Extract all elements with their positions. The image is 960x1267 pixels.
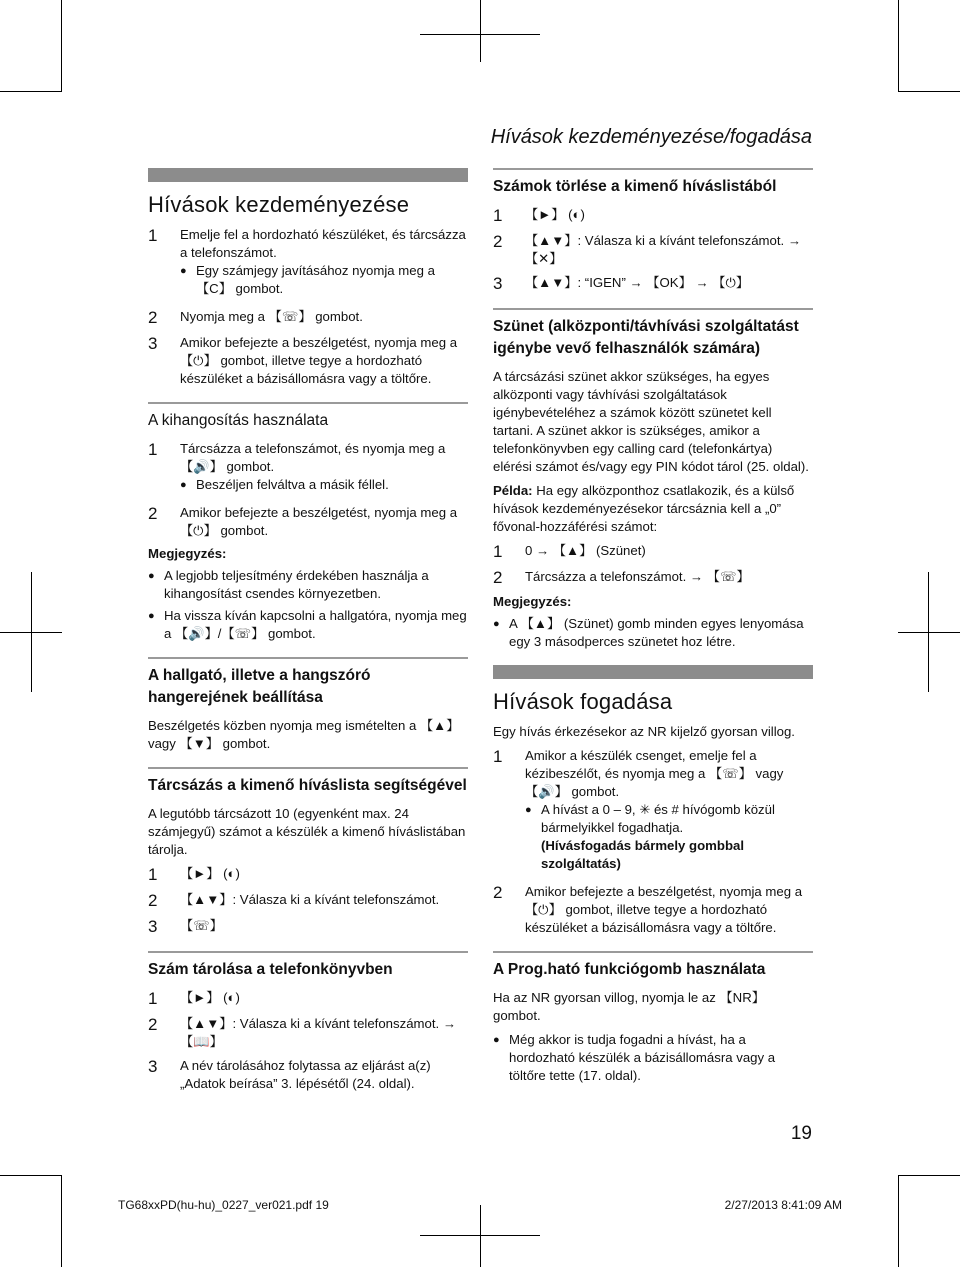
bullet-dot-icon: ● <box>180 265 187 277</box>
step-text: 【▲▼】: “IGEN” → 【OK】 → 【⏻】 <box>525 275 750 290</box>
subsection-title: Szám tárolása a telefonkönyvben <box>148 961 393 978</box>
bullet-dot-icon: ● <box>525 804 532 816</box>
footer-right: 2/27/2013 8:41:09 AM <box>724 1198 842 1212</box>
subsection-title: Tárcsázás a kimenő híváslista segítségével <box>148 777 467 794</box>
crop-mark <box>61 1175 62 1267</box>
crop-mark <box>898 1175 899 1267</box>
note-title: Megjegyzés: <box>148 546 227 561</box>
section-bar <box>148 168 468 182</box>
subsection-title: Számok törlése a kimenő híváslistából <box>493 178 777 195</box>
note-item <box>148 607 468 643</box>
section-rule <box>493 951 813 953</box>
crop-mark <box>420 1235 540 1236</box>
step-item <box>148 504 468 540</box>
step-text: Emelje fel a hordozható készüléket, és tárcsázza a telefonszámot. <box>180 227 466 260</box>
subsection-title: A hallgató, illetve a hangszóró hangerejének beállítása <box>148 667 371 706</box>
subsection-title: A Prog.ható funkciógomb használata <box>493 961 766 978</box>
step-item <box>493 747 813 877</box>
crop-mark <box>480 1205 481 1267</box>
bullet-text: Beszéljen felváltva a másik féllel. <box>196 477 389 492</box>
crop-mark <box>0 91 62 92</box>
step-item <box>148 334 468 388</box>
example-text: Ha egy alközponthoz csatlakozik, és a külső hívások kezdeményezésekor tárcsáznia kell a „0” fővonal-hozzáférési számot: <box>493 483 795 534</box>
bullet-dot-icon: ● <box>180 479 187 491</box>
step-text: 【▲▼】: Válasza ki a kívánt telefonszámot. <box>180 892 440 907</box>
bullet-item <box>180 476 468 494</box>
step-text: Nyomja meg a 【☏】 gombot. <box>180 309 363 324</box>
step-number: 2 <box>148 504 158 523</box>
bullet-dot-icon: ● <box>493 1034 500 1046</box>
step-number: 3 <box>148 334 158 353</box>
step-item <box>148 891 468 911</box>
note-text: A 【▲】 (Szünet) gomb minden egyes lenyomása egy 3 másodperces szünetet hoz létre. <box>509 616 804 649</box>
crop-mark <box>0 632 62 633</box>
step-number: 2 <box>148 1015 158 1034</box>
step-number: 2 <box>148 891 158 910</box>
step-text: A név tárolásához folytassa az eljárást a(z) „Adatok beírása” 3. lépésétől (24. oldal). <box>180 1058 431 1091</box>
step-number: 2 <box>493 883 503 902</box>
step-number: 2 <box>493 232 503 251</box>
note-item <box>148 567 468 603</box>
subsection-title: A kihangosítás használata <box>148 412 329 429</box>
bullet-text: Még akkor is tudja fogadni a hívást, ha a hordozható készülék a bázisállomásra vagy a töltőre tette (17. oldal). <box>509 1032 776 1083</box>
step-text: Tárcsázza a telefonszámot, és nyomja meg a 【🔊】 gombot. <box>180 441 446 474</box>
step-number: 1 <box>493 747 503 766</box>
section-rule <box>148 767 468 769</box>
section-rule <box>148 951 468 953</box>
section-bar <box>493 665 813 679</box>
bullet-dot-icon: ● <box>493 618 500 630</box>
bullet-bold-text: (Hívásfogadás bármely gombbal szolgáltatás) <box>541 838 744 871</box>
page-header-title: Hívások kezdeményezése/fogadása <box>490 126 812 148</box>
step-number: 1 <box>148 865 158 884</box>
step-item <box>493 206 813 226</box>
step-text: 【▲▼】: Válasza ki a kívánt telefonszámot. → 【📖】 <box>180 1016 457 1049</box>
note-text: Ha vissza kíván kapcsolni a hallgatóra, nyomja meg a 【🔊】/【☏】 gombot. <box>164 608 467 641</box>
step-number: 2 <box>493 568 503 587</box>
step-item <box>148 1015 468 1051</box>
step-item <box>148 440 468 498</box>
step-number: 2 <box>148 308 158 327</box>
note-item <box>493 615 813 651</box>
crop-mark <box>898 0 899 92</box>
step-text: 【▲▼】: Válasza ki a kívánt telefonszámot. → 【✕】 <box>525 233 802 266</box>
step-item <box>148 865 468 885</box>
step-number: 1 <box>148 226 158 245</box>
left-column <box>148 168 468 1099</box>
step-text: Tárcsázza a telefonszámot. → 【☏】 <box>525 569 750 584</box>
note-text: A legjobb teljesítmény érdekében használja a kihangosítást csendes környezetben. <box>164 568 429 601</box>
step-text: Amikor befejezte a beszélgetést, nyomja meg a 【⏻】 gombot. <box>180 505 458 538</box>
step-number: 1 <box>148 989 158 1008</box>
step-item <box>493 883 813 937</box>
bullet-item <box>493 1031 813 1085</box>
step-text: Amikor befejezte a beszélgetést, nyomja meg a 【⏻】 gombot, illetve tegye a hordozható készüléket a bázisállomásra vagy a töltőre. <box>525 884 803 935</box>
bullet-item <box>180 262 468 298</box>
paragraph: Ha az NR gyorsan villog, nyomja le az 【NR】 gombot. <box>493 990 765 1023</box>
paragraph: A tárcsázási szünet akkor szükséges, ha egyes alközponti vagy távhívási szolgáltatások igénybevételéhez a számok között szünetet kell tartani. A szünet akkor is szükséges, amikor a telefonkönyvben egy calling card (telefonkártya) elérési számot és/vagy egy PIN kódot tárol (25. oldal). <box>493 369 809 474</box>
bullet-text: A hívást a 0 – 9, ✳ és # hívógomb közül bármelyikkel fogadhatja. <box>541 802 775 835</box>
crop-mark <box>898 632 960 633</box>
paragraph: Beszélgetés közben nyomja meg ismételten a 【▲】 vagy 【▼】 gombot. <box>148 718 460 751</box>
step-text: Amikor befejezte a beszélgetést, nyomja meg a 【⏻】 gombot, illetve tegye a hordozható készüléket a bázisállomásra vagy a töltőre. <box>180 335 458 386</box>
paragraph: Egy hívás érkezésekor az NR kijelző gyorsan villog. <box>493 724 795 739</box>
footer-left: TG68xxPD(hu-hu)_0227_ver021.pdf 19 <box>118 1198 329 1212</box>
step-text: 0 → 【▲】 (Szünet) <box>525 543 646 558</box>
step-text: 【►】 (◐) <box>180 866 240 881</box>
section-rule <box>493 168 813 170</box>
section-title: Hívások kezdeményezése <box>148 192 410 217</box>
crop-mark <box>61 0 62 92</box>
crop-mark <box>0 1175 62 1176</box>
step-text: 【►】 (◐) <box>525 207 585 222</box>
bullet-dot-icon: ● <box>148 610 155 622</box>
example-label: Példa: <box>493 483 533 498</box>
step-text: Amikor a készülék csenget, emelje fel a kézibeszélőt, és nyomja meg a 【☏】 vagy 【🔊】 gombot. <box>525 748 784 799</box>
step-item <box>148 1057 468 1093</box>
step-number: 3 <box>148 917 158 936</box>
step-item <box>148 989 468 1009</box>
section-rule <box>148 402 468 404</box>
bullet-item <box>525 801 813 873</box>
step-item <box>493 542 813 562</box>
crop-mark <box>480 0 481 62</box>
step-item <box>148 917 468 937</box>
step-number: 1 <box>493 206 503 225</box>
section-rule <box>148 657 468 659</box>
step-number: 1 <box>148 440 158 459</box>
note-title: Megjegyzés: <box>493 594 572 609</box>
page-number: 19 <box>790 1123 812 1144</box>
subsection-title: Szünet (alközponti/távhívási szolgáltatást igénybe vevő felhasználók számára) <box>493 318 799 357</box>
step-item <box>493 232 813 268</box>
right-column <box>493 168 813 1089</box>
step-number: 3 <box>148 1057 158 1076</box>
step-item <box>493 568 813 588</box>
section-rule <box>493 308 813 310</box>
bullet-text: Egy számjegy javításához nyomja meg a 【C】 gombot. <box>196 263 435 296</box>
crop-mark <box>898 1175 960 1176</box>
step-item <box>493 274 813 294</box>
step-number: 1 <box>493 542 503 561</box>
step-number: 3 <box>493 274 503 293</box>
crop-mark <box>898 91 960 92</box>
step-item <box>148 308 468 328</box>
crop-mark <box>420 34 540 35</box>
section-title: Hívások fogadása <box>493 689 673 714</box>
step-item <box>148 226 468 302</box>
bullet-dot-icon: ● <box>148 570 155 582</box>
step-text: 【☏】 <box>180 918 223 933</box>
paragraph: A legutóbb tárcsázott 10 (egyenként max. 24 számjegyű) számot a készülék a kimenő híváslistában tárolja. <box>148 806 466 857</box>
step-text: 【►】 (◐) <box>180 990 240 1005</box>
example-paragraph <box>493 482 813 536</box>
